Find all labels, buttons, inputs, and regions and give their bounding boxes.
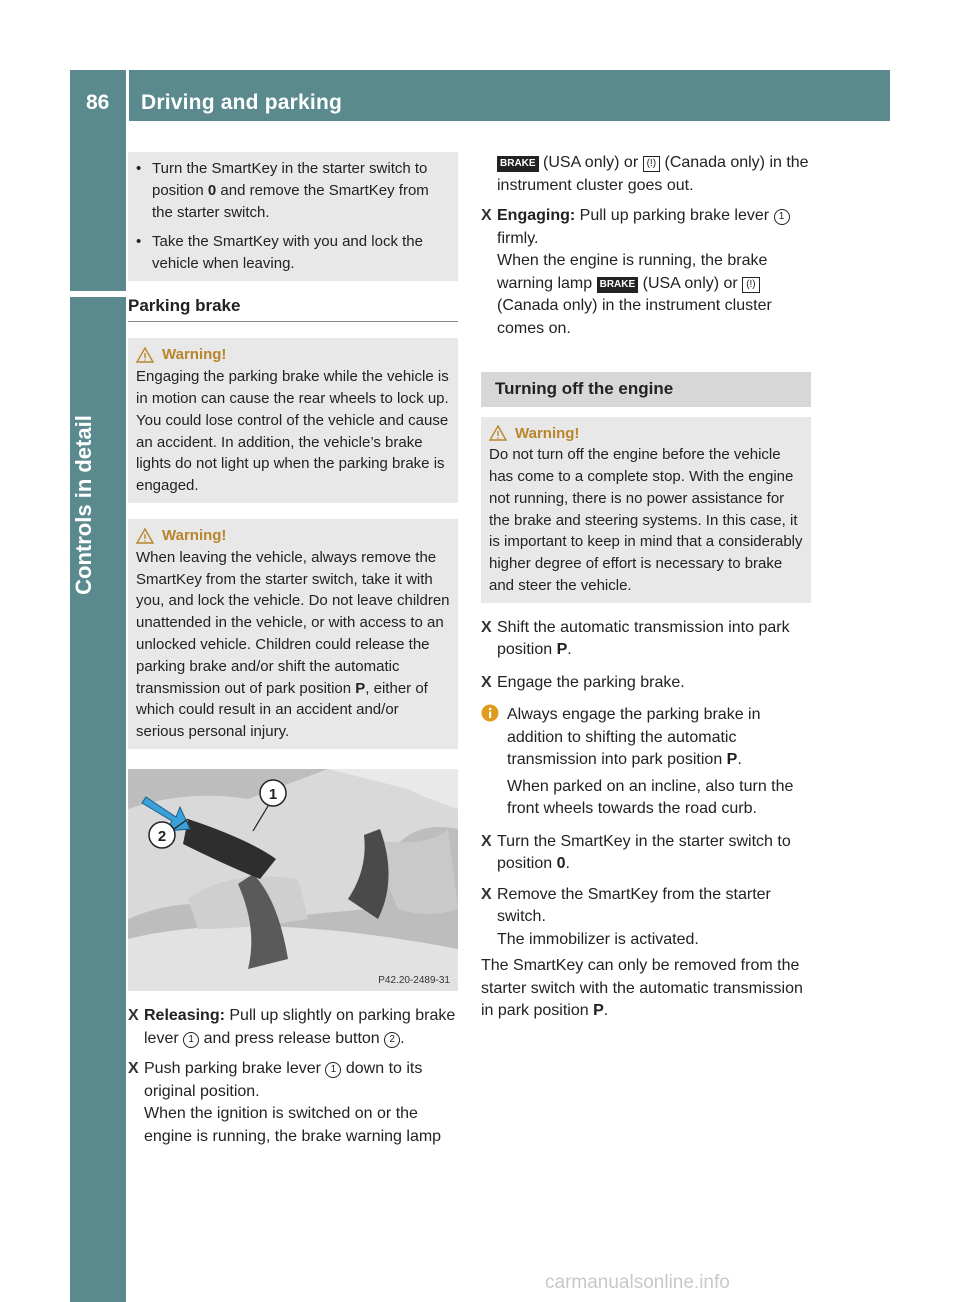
brake-lamp-canada-icon: (!) — [643, 156, 660, 172]
list-item: • Turn the SmartKey in the starter switch to position 0 and remove the SmartKey from the starter switch. — [136, 160, 429, 221]
brake-lamp-canada-icon: (!) — [742, 277, 759, 293]
warning-triangle-icon — [136, 347, 154, 363]
callout-marker: 1 — [774, 209, 790, 225]
warning-title: Warning! — [515, 424, 580, 442]
list-item: X Releasing: Pull up slightly on parking brake lever 1 and press release button 2 . — [128, 1007, 456, 1047]
list-item: X Push parking brake lever 1 down to its original position. When the ignition is switched on or the engine is running, the brake warning lamp — [128, 1060, 442, 1145]
warning-title: Warning! — [162, 346, 227, 364]
heading-turning-off-engine: Turning off the engine — [481, 372, 811, 407]
page-number: 86 — [86, 91, 110, 114]
warning-text: When leaving the vehicle, always remove the SmartKey from the starter switch, take it with you, and lock the vehicle. Do not leave children unattended in the vehicle, or with access to an unlocked vehicle. Children could release the parking brake and/or shift the automatic transmission out of park position P, either of which could result in an accident and/or serious personal injury. — [136, 548, 450, 741]
info-note: Always engage the parking brake in addition to shifting the automatic transmission into park position P. When parked on an incline, also turn the front wheels towards the road curb. — [481, 704, 811, 821]
continued-text: BRAKE (USA only) or (!) (Canada only) in the instrument cluster goes out. — [497, 154, 809, 194]
warning-box — [128, 338, 458, 503]
callout-marker: 1 — [325, 1062, 341, 1078]
watermark: carmanualsonline.info — [545, 1272, 730, 1293]
warning-box — [481, 417, 811, 603]
list-item: • Take the SmartKey with you and lock the vehicle when leaving. — [136, 233, 423, 273]
warning-triangle-icon — [136, 528, 154, 544]
right-column — [481, 152, 811, 1023]
warning-text: Do not turn off the engine before the vehicle has come to a complete stop. With the engine not running, there is no power assistance for the brake and steering systems. In this case, it is important to keep in mind that a considerably higher degree of effort is necessary to brake and steer the vehicle. — [489, 446, 803, 595]
closing-paragraph: The SmartKey can only be removed from the starter switch with the automatic transmission in park position P. — [481, 957, 803, 1020]
warning-title: Warning! — [162, 527, 227, 545]
header-divider — [126, 70, 129, 121]
section-title: Driving and parking — [141, 91, 342, 114]
list-item: X Turn the SmartKey in the starter switch to position 0. — [481, 832, 791, 873]
figure-code: P42.20-2489-31 — [378, 975, 450, 987]
parking-brake-illustration — [128, 769, 458, 991]
list-item: X Shift the automatic transmission into park position P. — [481, 618, 790, 659]
left-column — [128, 152, 458, 1148]
warning-box — [128, 519, 458, 749]
figure-callout-2: 2 — [157, 828, 167, 846]
warning-triangle-icon — [489, 425, 507, 441]
warning-text: Engaging the parking brake while the vehicle is in motion can cause the rear wheels to lock up. You could lose control of the vehicle and cause an accident. In addition, the vehicle’s brake lights do not light up when the parking brake is engaged. — [136, 368, 449, 495]
brake-lamp-usa-icon: BRAKE — [497, 156, 539, 172]
figure-callout-1: 1 — [268, 786, 278, 804]
list-item: X Engage the parking brake. — [481, 673, 685, 691]
info-icon — [481, 704, 499, 722]
parking-brake-lever-image — [128, 769, 458, 991]
list-item: X Engaging: Pull up parking brake lever 1 firmly. When the engine is running, the brake warning lamp BRAKE (USA only) or (!) (Canada only) in the instrument cluster comes on. — [481, 205, 811, 340]
list-item: X Remove the SmartKey from the starter switch. The immobilizer is activated. — [481, 885, 771, 948]
side-tab — [70, 121, 126, 291]
heading-parking-brake: Parking brake — [128, 295, 458, 323]
callout-marker: 2 — [384, 1032, 400, 1048]
brake-lamp-usa-icon: BRAKE — [597, 277, 639, 293]
callout-marker: 1 — [183, 1032, 199, 1048]
key-instructions-box — [128, 152, 458, 281]
